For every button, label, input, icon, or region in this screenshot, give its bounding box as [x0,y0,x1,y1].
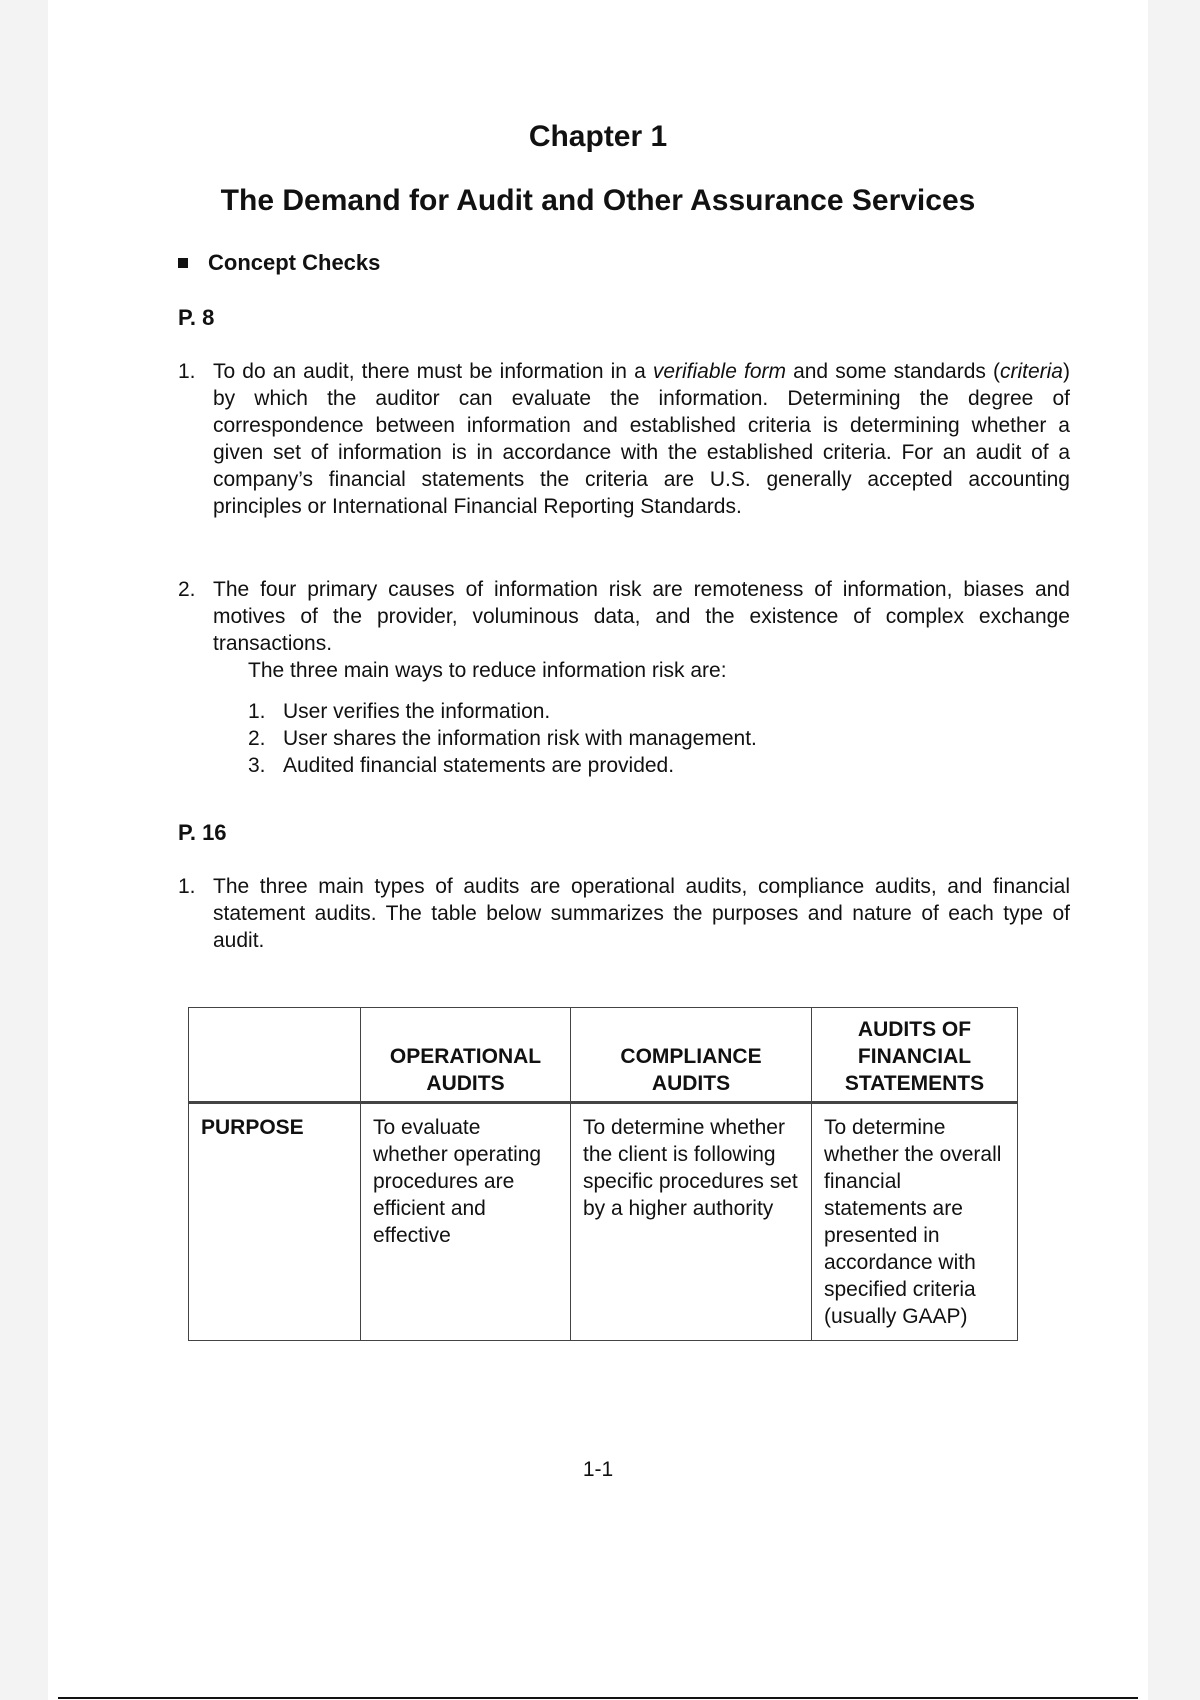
p16-item-1 [178,873,1070,954]
p8-item-1 [178,358,1070,520]
table-header-blank [189,1008,361,1103]
section-label-p16: P. 16 [178,820,227,845]
page-number: 1-1 [582,1458,614,1481]
risk-reduction-intro: The three main ways to reduce information risk are: [248,659,727,682]
list-item: 3. Audited financial statements are provided. [248,754,675,777]
concept-checks-heading [178,250,380,276]
square-bullet-icon [178,258,188,268]
chapter-heading: Chapter 1 [528,120,668,153]
list-number: 2. [178,578,196,601]
list-item: 1. User verifies the information. [248,700,551,723]
table-header-compliance: COMPLIANCE AUDITS [571,1008,812,1103]
list-item: 2. User shares the information risk with management. [248,727,757,750]
p8-item-1-text: To do an audit, there must be information in a verifiable form and some standards (criteria) by which the auditor can evaluate the information. Determining the degree of correspondence between information and established criteria is determining whether a given set of information is in accordance with the established criteria. For an audit of a company’s financial statements the criteria are U.S. generally accepted accounting principles or International Financial Reporting Standards. [213,360,1070,518]
table-cell: To determine whether the client is following specific procedures set by a higher authority [571,1103,812,1341]
bottom-divider [58,1697,1138,1699]
table-cell: To evaluate whether operating procedures are efficient and effective [361,1103,571,1341]
table-row [189,1103,1018,1341]
p8-item-2-text: The four primary causes of information risk are remoteness of information, biases and motives of the provider, voluminous data, and the existence of complex exchange transactions. [213,578,1070,655]
list-number: 1. [178,360,196,383]
list-number: 1. [178,875,196,898]
table-header-financial: AUDITS OF FINANCIAL STATEMENTS [812,1008,1018,1103]
risk-reduction-list [248,698,1070,779]
table-cell: To determine whether the overall financial statements are presented in accordance with specified criteria (usually GAAP) [812,1103,1018,1341]
document-page [48,0,1148,1700]
p8-item-2 [178,576,1070,779]
concept-checks-label: Concept Checks [208,250,381,275]
table-header-operational: OPERATIONAL AUDITS [361,1008,571,1103]
audit-types-table [188,1007,1018,1341]
table-header-row [189,1008,1018,1103]
section-label-p8: P. 8 [178,305,215,330]
page-title: The Demand for Audit and Other Assurance Services [220,184,976,217]
p16-item-1-text: The three main types of audits are operational audits, compliance audits, and financial statement audits. The table below summarizes the purposes and nature of each type of audit. [213,875,1070,952]
row-label-purpose: PURPOSE [189,1103,361,1341]
